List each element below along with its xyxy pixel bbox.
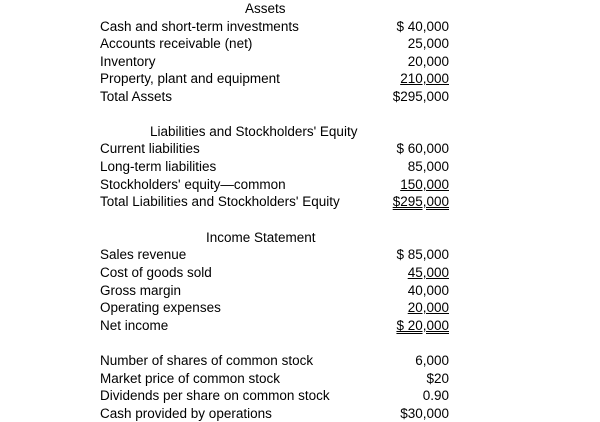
row-label-inventory: Inventory (100, 54, 156, 69)
row-label-ppe: Property, plant and equipment (100, 71, 280, 86)
row-label-accounts-receivable: Accounts receivable (net) (100, 36, 253, 51)
row-value-net-income: $ 20,000 (396, 318, 449, 333)
liabilities-title: Liabilities and Stockholders' Equity (150, 124, 358, 139)
row-value-total-assets: $295,000 (392, 89, 449, 104)
row-label-shares: Number of shares of common stock (100, 353, 314, 368)
row-value-market-price: $20 (426, 371, 449, 386)
row-label-total-liabilities-equity: Total Liabilities and Stockholders' Equity (100, 194, 340, 209)
row-value-operating-expenses: 20,000 (407, 300, 449, 315)
row-label-cash: Cash and short-term investments (100, 19, 299, 34)
row-value-cash-operations: $30,000 (400, 406, 449, 421)
row-value-cost-of-goods-sold: 45,000 (407, 265, 449, 280)
row-label-net-income: Net income (100, 318, 169, 333)
row-value-current-liabilities: $ 60,000 (396, 141, 449, 156)
row-value-dividends: 0.90 (422, 388, 449, 403)
row-label-cost-of-goods-sold: Cost of goods sold (100, 265, 212, 280)
row-label-total-assets: Total Assets (100, 89, 173, 104)
row-label-sales-revenue: Sales revenue (100, 247, 187, 262)
row-label-market-price: Market price of common stock (100, 371, 281, 386)
row-value-sales-revenue: $ 85,000 (396, 247, 449, 262)
row-value-gross-margin: 40,000 (407, 283, 449, 298)
row-label-long-term-liabilities: Long-term liabilities (100, 159, 217, 174)
row-label-current-liabilities: Current liabilities (100, 141, 200, 156)
row-label-dividends: Dividends per share on common stock (100, 388, 330, 403)
row-label-operating-expenses: Operating expenses (100, 300, 221, 315)
row-label-stockholders-equity: Stockholders' equity—common (100, 177, 286, 192)
row-label-gross-margin: Gross margin (100, 283, 182, 298)
row-value-ppe: 210,000 (400, 71, 449, 86)
row-value-inventory: 20,000 (407, 54, 449, 69)
row-value-stockholders-equity: 150,000 (400, 177, 449, 192)
income-title: Income Statement (206, 230, 316, 245)
row-value-shares: 6,000 (415, 353, 449, 368)
row-label-cash-operations: Cash provided by operations (100, 406, 272, 421)
row-value-accounts-receivable: 25,000 (407, 36, 449, 51)
row-value-cash: $ 40,000 (396, 19, 449, 34)
assets-title: Assets (245, 1, 286, 16)
row-value-long-term-liabilities: 85,000 (407, 159, 449, 174)
row-value-total-liabilities-equity: $295,000 (392, 194, 449, 209)
